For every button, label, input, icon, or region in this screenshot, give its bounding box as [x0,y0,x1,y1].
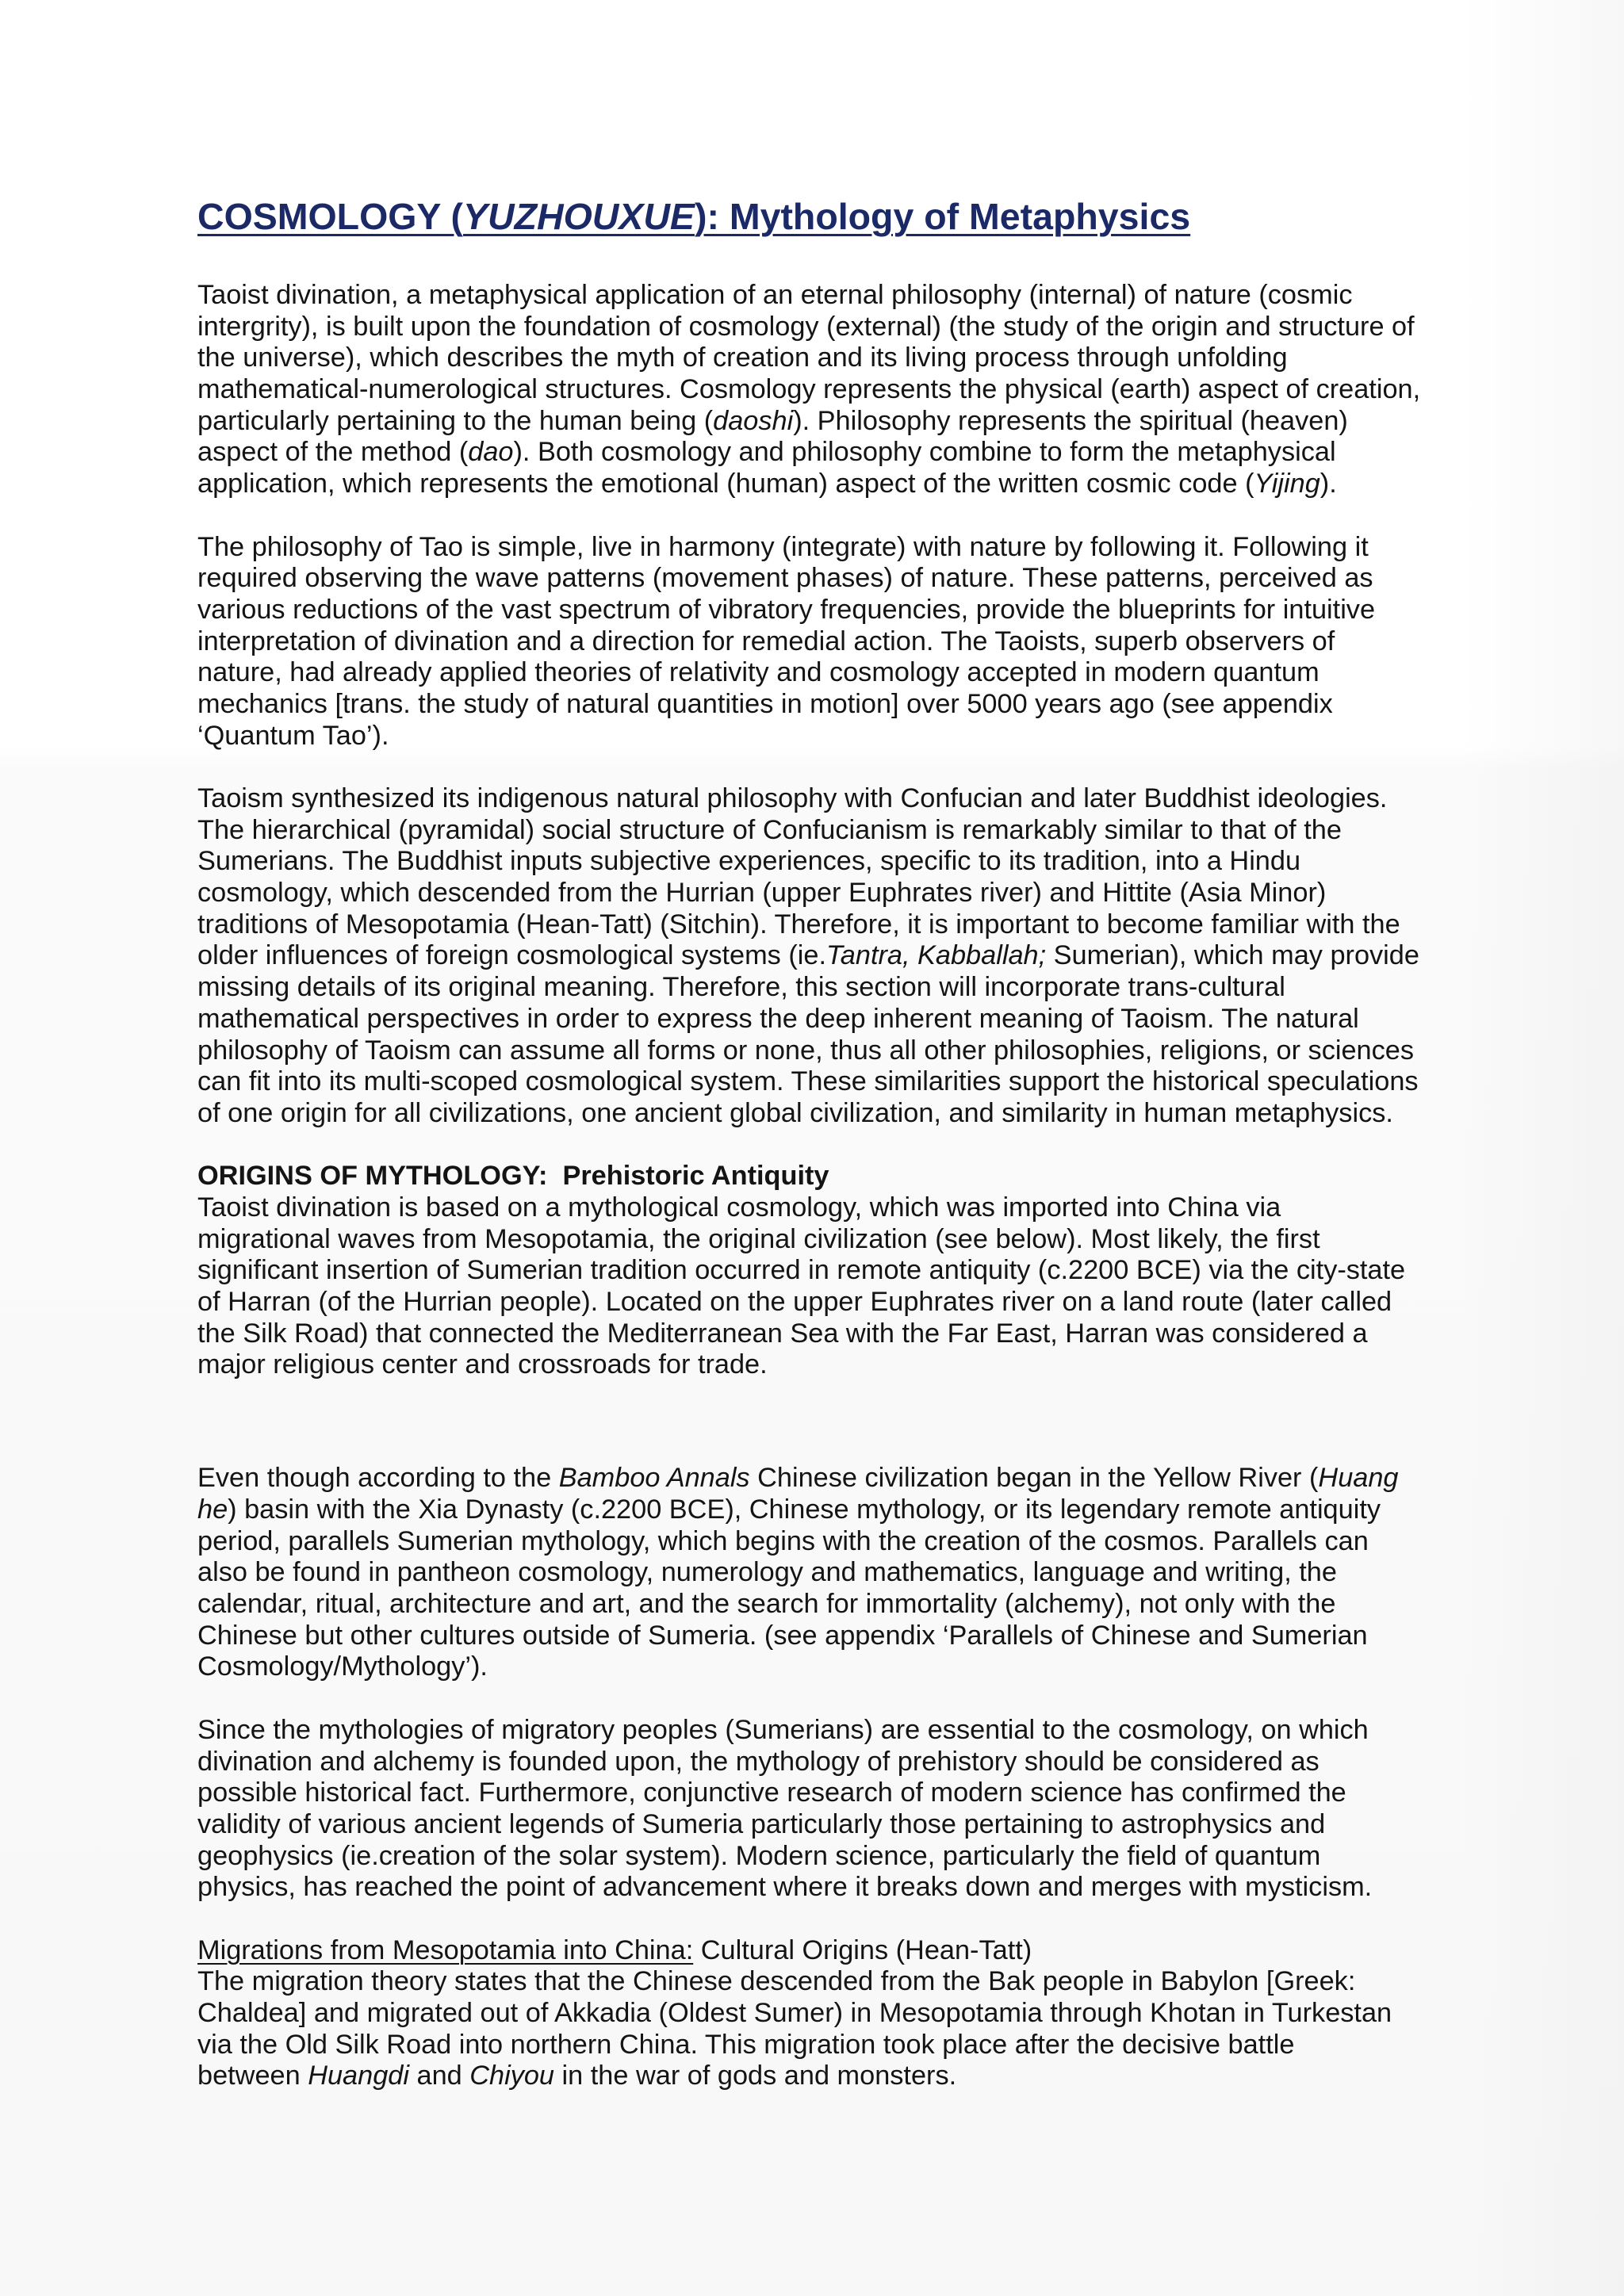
paragraph-parallels [197,1463,1624,1683]
subsection-heading-migrations [197,1935,1624,1967]
text-run: between [197,2061,308,2091]
text-line [197,1557,1624,1589]
text-line [197,657,1624,689]
text-run: application, which represents the emotional (human) aspect of the written cosmic code ( [197,469,1254,499]
text-line [197,972,1624,1004]
text-line [197,532,1624,564]
text-run: the universe), which describes the myth of creation and its living process through unfolding [197,342,1288,373]
text-line [197,2030,1624,2061]
text-run: major religious center and crossroads for trade. [197,1349,768,1380]
subheading-rest: Cultural Origins (Hean-Tatt) [693,1934,1032,1965]
text-line [197,1349,1624,1381]
text-run: of one origin for all civilizations, one ancient global civilization, and similarity in human metaphysics. [197,1097,1393,1128]
text-run: physics, has reached the point of advancement where it breaks down and merges with mysticism. [197,1872,1373,1903]
text-run: possible historical fact. Furthermore, conjunctive research of modern science has confirmed the [197,1777,1346,1808]
text-line [197,2061,1624,2092]
text-run: migrational waves from Mesopotamia, the original civilization (see below). Most likely, the first [197,1223,1320,1254]
text-run: Cosmology/Mythology’). [197,1651,488,1682]
text-run: significant insertion of Sumerian tradition occurred in remote antiquity (c.2200 BCE) via the city-state [197,1255,1406,1286]
text-line [197,846,1624,878]
text-line [197,1715,1624,1747]
text-line [197,1998,1624,2030]
text-line [197,1098,1624,1130]
text-run: and [408,2061,470,2091]
text-run: cosmology, which descended from the Hurrian (upper Euphrates river) and Hittite (Asia Minor) [197,878,1327,909]
text-run: aspect of the method ( [197,437,469,468]
text-line [197,1255,1624,1287]
text-run: philosophy of Taoism can assume all forms or none, thus all other philosophies, religions, or sciences [197,1035,1414,1066]
text-run: mathematical-numerological structures. Cosmology represents the physical (earth) aspect of creation, [197,374,1421,405]
paragraph-synthesis [197,783,1624,1130]
text-line [197,437,1624,469]
italic-term: Huang [1318,1463,1399,1494]
italic-term: Bamboo Annals [558,1463,750,1494]
text-line [197,312,1624,343]
text-run: geophysics (ie.creation of the solar system). Modern science, particularly the field of quantum [197,1840,1321,1871]
italic-term: dao [468,437,514,468]
text-run: divination and alchemy is founded upon, the mythology of prehistory should be considered as [197,1746,1320,1777]
paragraph-migration-theory [197,1966,1624,2092]
text-run: ). [1320,469,1337,499]
text-run: The migration theory states that the Chinese descended from the Bak people in Babylon [Greek: [197,1966,1356,1997]
text-line [197,1966,1624,1998]
italic-term: daoshi [713,405,794,436]
text-run: older influences of foreign cosmological systems (ie. [197,940,826,971]
text-line [197,1872,1624,1904]
title-italic-term: YUZHOUXUE [463,196,695,237]
text-line [197,1463,1624,1494]
text-line [197,1035,1624,1067]
text-run: ) basin with the Xia Dynasty (c.2200 BCE), Chinese mythology, or its legendary remote antiquity [228,1494,1381,1525]
text-run: of Harran (of the Hurrian people). Located on the upper Euphrates river on a land route (later called [197,1287,1392,1317]
text-line [197,342,1624,374]
text-run: Since the mythologies of migratory peoples (Sumerians) are essential to the cosmology, on which [197,1714,1369,1745]
italic-term: Yijing [1254,469,1320,499]
text-run: Chaldea] and migrated out of Akkadia (Oldest Sumer) in Mesopotamia through Khotan in Turkestan [197,1998,1392,2029]
text-run: ‘Quantum Tao’). [197,720,389,751]
text-line [197,1621,1624,1652]
text-line [197,1747,1624,1778]
text-line [197,374,1624,406]
italic-term: he [197,1494,228,1525]
text-run: Taoist divination, a metaphysical application of an eternal philosophy (internal) of nature (cosmic [197,280,1353,310]
paragraph-intro [197,280,1624,500]
text-run: validity of various ancient legends of Sumeria particularly those pertaining to astrophysics and [197,1808,1326,1839]
text-line [197,909,1624,941]
text-line [197,1224,1624,1256]
italic-term: Tantra, Kabballah; [826,940,1047,971]
text-run: Chinese civilization began in the Yellow River ( [749,1463,1319,1494]
text-line [197,1841,1624,1873]
text-line [197,1651,1624,1683]
text-run: mechanics [trans. the study of natural quantities in motion] over 5000 years ago (see appendix [197,688,1333,719]
title-text: COSMOLOGY ( [197,196,463,237]
text-run: missing details of its original meaning. Therefore, this section will incorporate trans-cultural [197,972,1285,1003]
text-line [197,689,1624,721]
text-run: also be found in pantheon cosmology, numerology and mathematics, language and writing, the [197,1557,1337,1588]
text-line [197,815,1624,847]
text-line [197,1777,1624,1809]
text-line [197,1192,1624,1224]
text-run: the Silk Road) that connected the Mediterranean Sea with the Far East, Harran was considered a [197,1318,1368,1349]
text-run: interpretation of divination and a direction for remedial action. The Taoists, superb observers of [197,626,1335,656]
page-title [197,195,1624,238]
text-line [197,1809,1624,1841]
text-run: The hierarchical (pyramidal) social structure of Confucianism is remarkably similar to that of the [197,814,1342,845]
text-run: in the war of gods and monsters. [554,2061,957,2091]
text-run: various reductions of the vast spectrum of vibratory frequencies, provide the blueprints for intuitive [197,594,1376,625]
text-run: Sumerian), which may provide [1046,940,1419,971]
section-heading-origins: ORIGINS OF MYTHOLOGY: Prehistoric Antiquity [197,1161,829,1192]
text-line [197,878,1624,909]
text-run: period, parallels Sumerian mythology, which begins with the creation of the cosmos. Parallels can [197,1525,1369,1556]
text-line [197,280,1624,312]
paragraph-philosophy [197,532,1624,752]
italic-term: Chiyou [469,2061,555,2091]
text-run: required observing the wave patterns (movement phases) of nature. These patterns, perceived as [197,563,1373,594]
text-run: Chinese but other cultures outside of Sumeria. (see appendix ‘Parallels of Chinese and Sumerian [197,1620,1368,1651]
italic-term: Huangdi [308,2061,409,2091]
text-run: Sumerians. The Buddhist inputs subjective experiences, specific to its tradition, into a Hindu [197,846,1301,877]
text-run: The philosophy of Tao is simple, live in harmony (integrate) with nature by following it. Following it [197,531,1369,562]
text-run: Taoist divination is based on a mythological cosmology, which was imported into China via [197,1192,1281,1223]
text-run: Even though according to the [197,1463,559,1494]
text-line [197,1066,1624,1098]
text-run: particularly pertaining to the human being ( [197,405,714,436]
text-line [197,721,1624,752]
text-line [197,406,1624,438]
text-run: intergrity), is built upon the foundation of cosmology (external) (the study of the origin and structure of [197,311,1415,342]
paragraph-origins [197,1192,1624,1381]
text-run: via the Old Silk Road into northern China. This migration took place after the decisive battle [197,2029,1295,2060]
paragraph-migratory [197,1715,1624,1904]
text-run: can fit into its multi-scoped cosmological system. These similarities support the historical speculations [197,1066,1419,1097]
text-run: mathematical perspectives in order to express the deep inherent meaning of Taoism. The natural [197,1003,1359,1034]
text-run: ). Philosophy represents the spiritual (heaven) [793,405,1348,436]
text-run: traditions of Mesopotamia (Hean-Tatt) (Sitchin). Therefore, it is important to become familiar with the [197,909,1400,939]
text-run: Taoism synthesized its indigenous natural philosophy with Confucian and later Buddhist ideologies. [197,783,1388,813]
text-run: calendar, ritual, architecture and art, and the search for immortality (alchemy), not only with the [197,1589,1336,1620]
text-line [197,1287,1624,1318]
text-run: ). Both cosmology and philosophy combine to form the metaphysical [513,437,1336,468]
text-line [197,1526,1624,1558]
text-line [197,469,1624,500]
subheading-underlined: Migrations from Mesopotamia into China: [197,1934,694,1965]
text-line [197,783,1624,815]
text-line [197,1318,1624,1350]
text-line [197,563,1624,595]
text-line [197,626,1624,658]
text-run: nature, had already applied theories of relativity and cosmology accepted in modern quantum [197,657,1320,688]
text-line [197,1589,1624,1621]
text-line [197,595,1624,626]
text-line [197,940,1624,972]
title-text: ): Mythology of Metaphysics [694,196,1191,237]
text-line [197,1494,1624,1526]
text-line [197,1004,1624,1035]
